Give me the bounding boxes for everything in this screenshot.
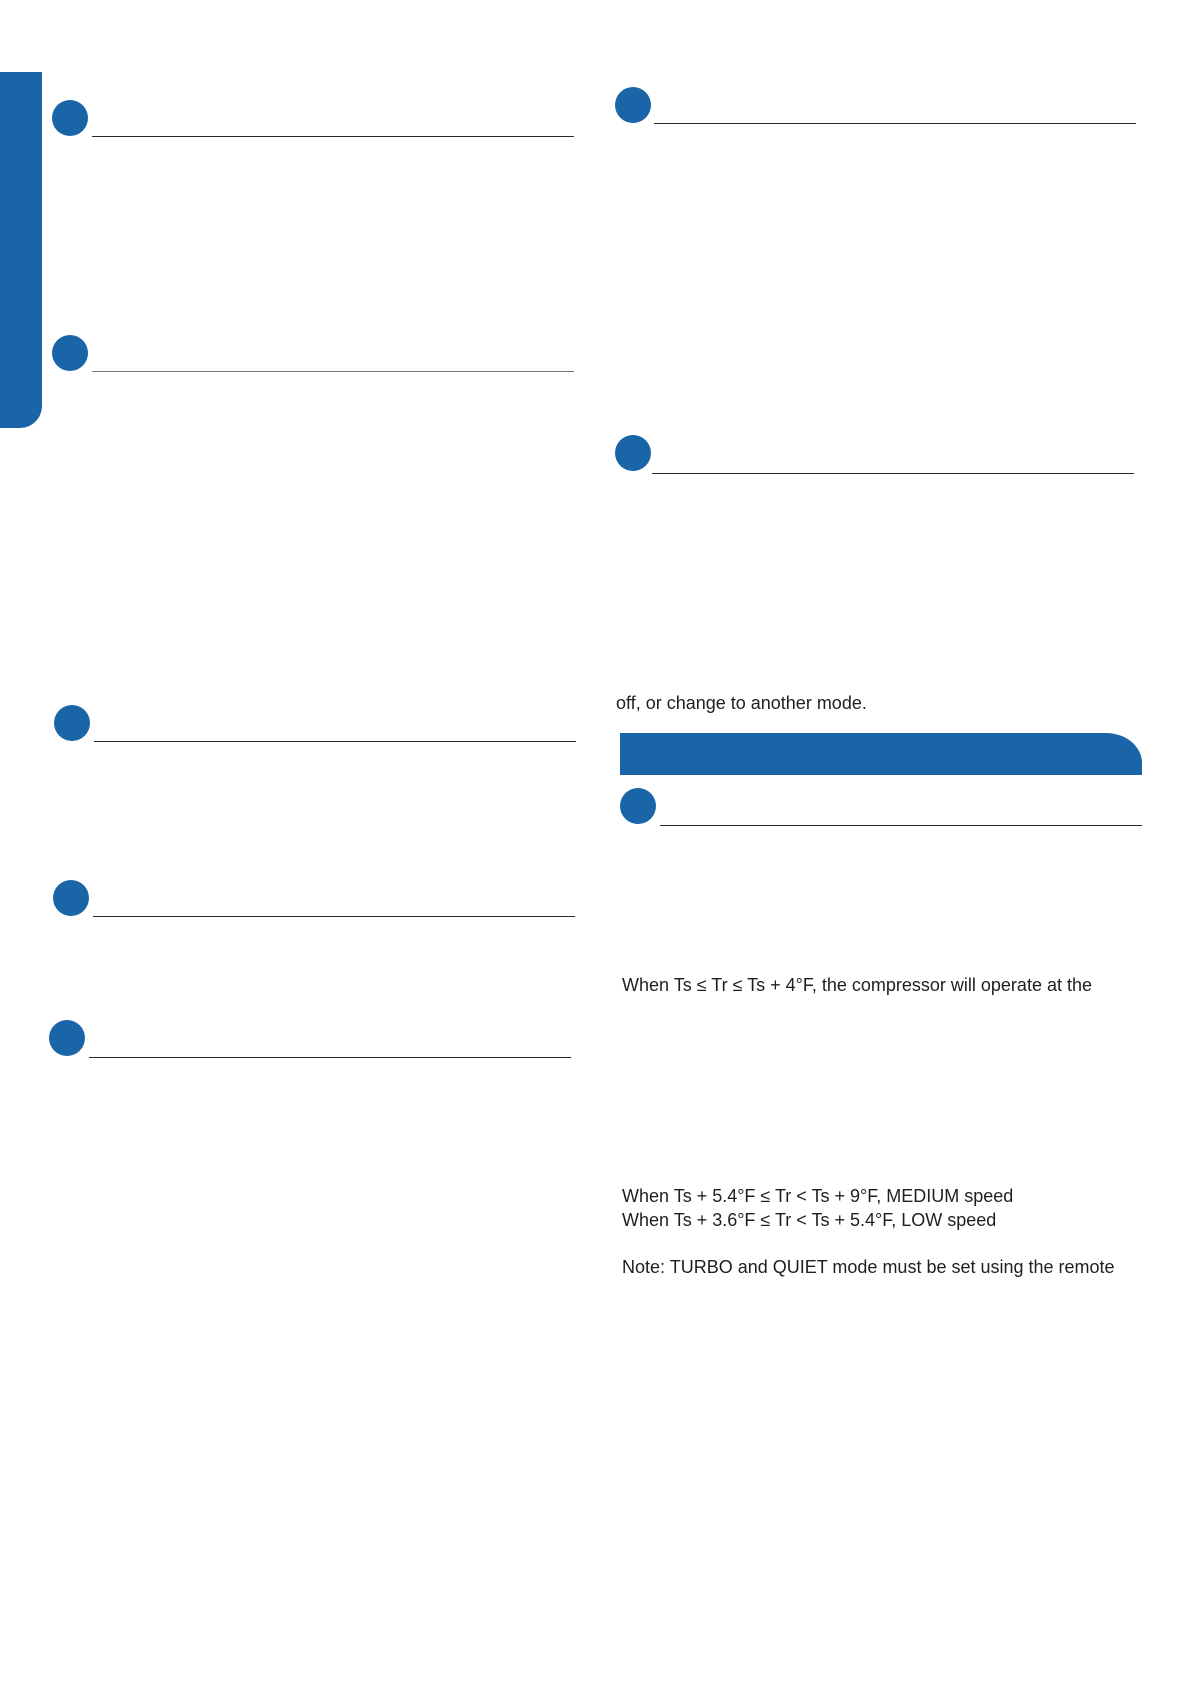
section-bullet-icon — [54, 705, 90, 741]
section-heading-rule — [92, 371, 574, 372]
section-bullet-icon — [53, 880, 89, 916]
compressor-condition-text: When Ts ≤ Tr ≤ Ts + 4°F, the compressor will operate at the — [622, 975, 1092, 995]
section-bullet-icon — [52, 335, 88, 371]
mode-end-text: off, or change to another mode. — [616, 693, 867, 713]
section-bullet-icon — [615, 87, 651, 123]
section-heading-rule — [660, 825, 1142, 826]
section-heading-rule — [652, 473, 1134, 474]
section-bullet-icon — [620, 788, 656, 824]
low-speed-text: When Ts + 3.6°F ≤ Tr < Ts + 5.4°F, LOW speed — [622, 1210, 997, 1230]
section-heading-rule — [94, 741, 576, 742]
section-bullet-icon — [52, 100, 88, 136]
section-side-tab — [0, 72, 42, 428]
medium-speed-text: When Ts + 5.4°F ≤ Tr < Ts + 9°F, MEDIUM speed — [622, 1186, 1014, 1206]
section-heading-rule — [93, 916, 575, 917]
note-text: Note: TURBO and QUIET mode must be set using the remote — [622, 1257, 1115, 1277]
section-bullet-icon — [49, 1020, 85, 1056]
section-heading-rule — [654, 123, 1136, 124]
section-bullet-icon — [615, 435, 651, 471]
section-heading-rule — [92, 136, 574, 137]
section-heading-rule — [89, 1057, 571, 1058]
section-banner — [620, 733, 1142, 775]
